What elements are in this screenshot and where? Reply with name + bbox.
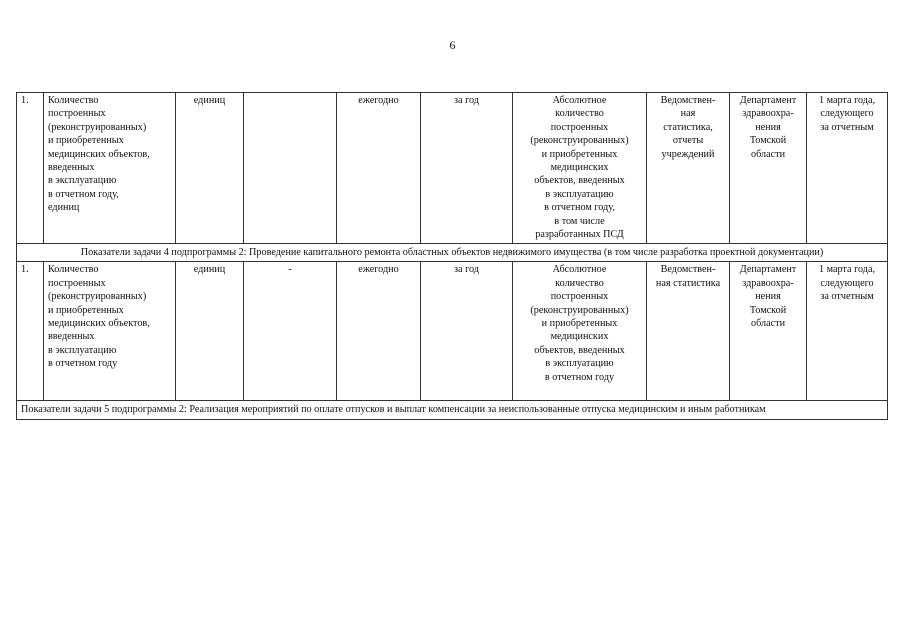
section-title-task5: Показатели задачи 5 подпрограммы 2: Реализация мероприятий по оплате отпусков и выплат компенсации за неиспользованные отпуска медицинским и иным работникам <box>17 401 888 419</box>
extra-cell: - <box>244 262 337 401</box>
data-source: Ведомствен- ная статистика <box>647 262 730 401</box>
table-row <box>17 93 888 244</box>
definition: Абсолютное количество построенных (реконструированных) и приобретенных медицинских объектов, введенных в эксплуатацию в отчетном году, в том числе разработанных ПСД <box>513 93 647 244</box>
section-row <box>17 244 888 262</box>
definition: Абсолютное количество построенных (реконструированных) и приобретенных медицинских объектов, введенных в эксплуатацию в отчетном году <box>513 262 647 401</box>
extra-cell <box>244 93 337 244</box>
responsible: Департамент здравоохра- нения Томской области <box>730 262 807 401</box>
periodicity: ежегодно <box>337 262 421 401</box>
indicator-name: Количество построенных (реконструированных) и приобретенных медицинских объектов, введенных в эксплуатацию в отчетном году, единиц <box>44 93 176 244</box>
indicators-table <box>16 92 888 420</box>
responsible: Департамент здравоохра- нения Томской области <box>730 93 807 244</box>
table-row <box>17 262 888 401</box>
row-number: 1. <box>17 262 44 401</box>
section-title-task4: Показатели задачи 4 подпрограммы 2: Проведение капитального ремонта областных объектов недвижимого имущества (в том числе разработка проектной документации) <box>17 244 888 262</box>
page-number: 6 <box>449 38 456 52</box>
data-source: Ведомствен- ная статистика, отчеты учреждений <box>647 93 730 244</box>
unit: единиц <box>176 262 244 401</box>
unit: единиц <box>176 93 244 244</box>
deadline: 1 марта года, следующего за отчетным <box>807 93 888 244</box>
period: за год <box>421 262 513 401</box>
periodicity: ежегодно <box>337 93 421 244</box>
indicator-name: Количество построенных (реконструированных) и приобретенных медицинских объектов, введенных в эксплуатацию в отчетном году <box>44 262 176 401</box>
row-number: 1. <box>17 93 44 244</box>
deadline: 1 марта года, следующего за отчетным <box>807 262 888 401</box>
section-row <box>17 401 888 419</box>
period: за год <box>421 93 513 244</box>
